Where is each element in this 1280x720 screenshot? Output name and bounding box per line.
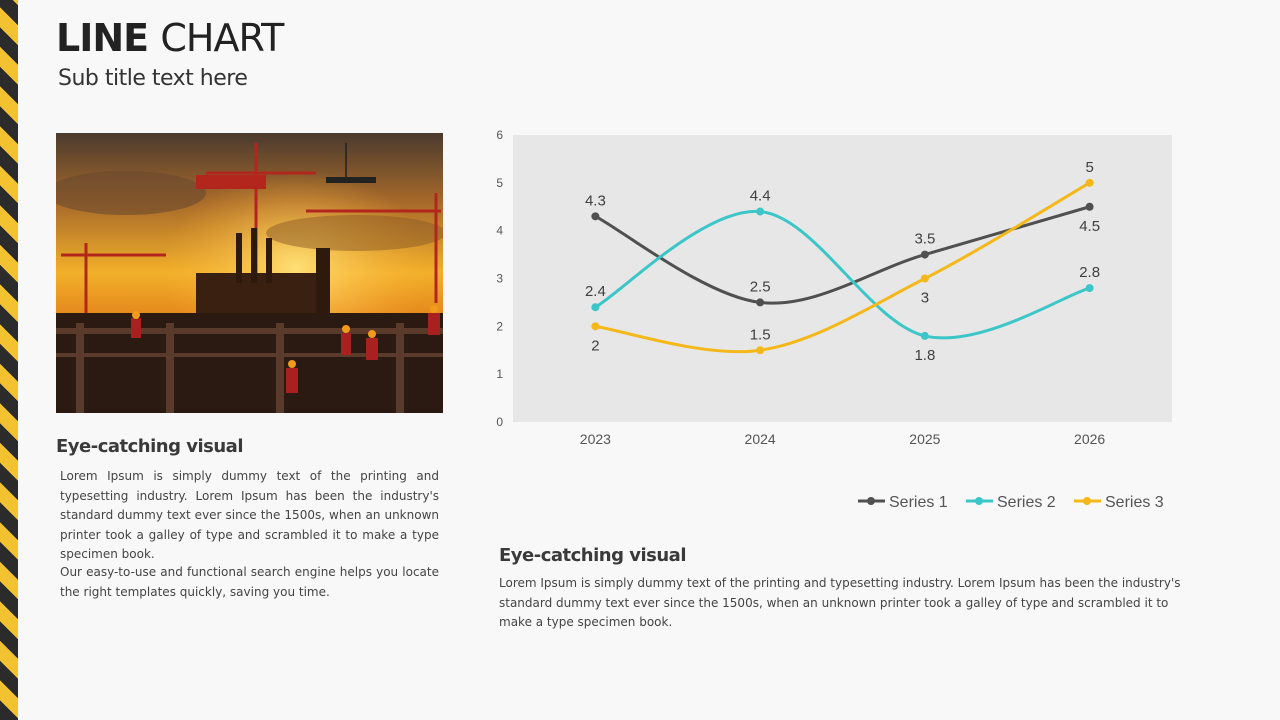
data-label: 5 xyxy=(1085,158,1094,176)
data-point xyxy=(921,251,929,259)
y-tick-label: 4 xyxy=(496,223,503,238)
page-subtitle: Sub title text here xyxy=(58,66,248,91)
y-tick-label: 6 xyxy=(496,128,503,142)
data-point xyxy=(1086,284,1094,292)
page-title xyxy=(56,14,283,62)
left-paragraph-2: Our easy-to-use and functional search engine helps you locate the right templates quickly, saving you time. xyxy=(60,565,439,599)
data-label: 3 xyxy=(920,289,930,307)
x-tick-label: 2026 xyxy=(1074,431,1106,447)
data-label: 2.8 xyxy=(1079,264,1101,282)
y-axis-ticks xyxy=(496,128,503,429)
legend-label: Series 3 xyxy=(1105,494,1164,511)
legend-item xyxy=(858,494,948,511)
data-label: 1.8 xyxy=(914,346,936,364)
data-point xyxy=(1086,203,1094,211)
data-label: 2 xyxy=(591,337,600,355)
legend-swatch-dot xyxy=(975,497,983,505)
data-point xyxy=(756,346,764,354)
legend-label: Series 1 xyxy=(889,494,948,511)
data-label: 4.4 xyxy=(749,187,771,205)
x-axis-ticks xyxy=(580,431,1106,447)
legend-item xyxy=(966,494,1056,511)
legend-swatch-dot xyxy=(867,497,875,505)
y-tick-label: 0 xyxy=(496,415,503,429)
right-heading: Eye-catching visual xyxy=(499,545,686,566)
data-point xyxy=(756,298,764,306)
data-point xyxy=(756,208,764,216)
construction-site-photo xyxy=(56,133,443,413)
y-tick-label: 3 xyxy=(496,271,503,286)
page-title-rest: CHART xyxy=(160,16,284,60)
y-tick-label: 2 xyxy=(496,319,503,334)
y-tick-label: 5 xyxy=(496,175,503,190)
legend-item xyxy=(1074,494,1164,511)
data-point xyxy=(1086,179,1094,187)
page-title-bold: LINE xyxy=(56,16,149,60)
left-paragraph-1: Lorem Ipsum is simply dummy text of the printing and typesetting industry. Lorem Ipsum has been the industry's standard dummy text ever since the 1500s, when an unknown printer took a galley of type and scrambled it to make a type specimen book. xyxy=(60,469,439,561)
plot-area xyxy=(513,135,1172,422)
data-point xyxy=(591,322,599,330)
chart-legend xyxy=(858,494,1164,511)
x-tick-label: 2025 xyxy=(909,431,941,447)
data-point xyxy=(921,275,929,283)
line-chart xyxy=(470,120,1190,530)
legend-label: Series 2 xyxy=(997,494,1056,511)
data-label: 1.5 xyxy=(749,326,771,344)
data-label: 2.4 xyxy=(584,283,606,301)
x-tick-label: 2023 xyxy=(579,431,611,447)
data-point xyxy=(591,212,599,220)
data-label: 2.5 xyxy=(749,278,771,296)
data-label: 3.5 xyxy=(914,230,936,248)
legend-swatch-dot xyxy=(1083,497,1091,505)
x-tick-label: 2024 xyxy=(744,431,776,447)
hazard-stripe-border xyxy=(0,0,18,720)
data-point xyxy=(591,303,599,311)
left-heading: Eye-catching visual xyxy=(56,436,243,457)
data-point xyxy=(921,332,929,340)
y-tick-label: 1 xyxy=(496,367,503,382)
data-label: 4.5 xyxy=(1079,217,1101,235)
right-paragraph: Lorem Ipsum is simply dummy text of the printing and typesetting industry. Lorem Ipsum has been the industry's standard dummy text ever since the 1500s, when an unknown printer took a galley of type and scrambled it to make a type specimen book. xyxy=(499,576,1181,629)
data-label: 4.3 xyxy=(584,192,606,210)
